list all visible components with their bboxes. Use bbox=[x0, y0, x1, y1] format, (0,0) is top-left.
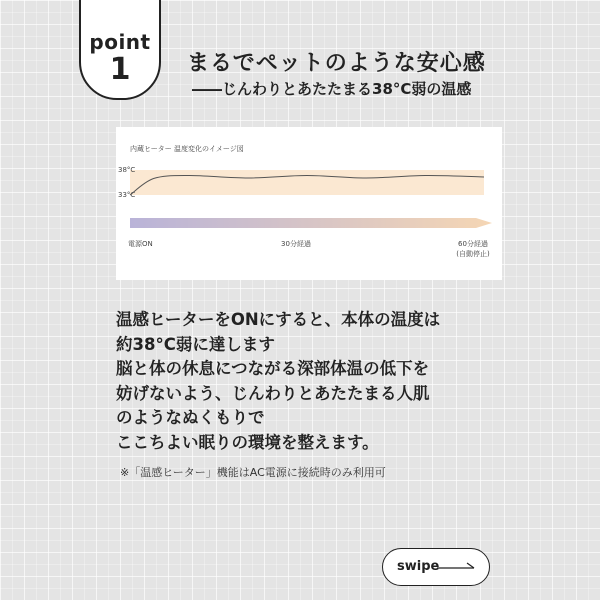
body-line: 脳と体の休息につながる深部体温の低下を bbox=[116, 359, 430, 378]
x-tick-auto-stop: (自動停止) bbox=[456, 250, 490, 258]
point-label: point bbox=[89, 30, 151, 54]
swipe-button[interactable] bbox=[382, 548, 490, 586]
body-line: 温感ヒーターをONにすると、本体の温度は bbox=[116, 310, 441, 329]
body-line: 妨げないよう、じんわりとあたたまる人肌 bbox=[116, 383, 430, 403]
page-subtitle: ――じんわりとあたたまる38°C弱の温感 bbox=[192, 80, 472, 98]
y-tick-33: 33°C bbox=[118, 191, 136, 199]
footnote: ※「温感ヒーター」機能はAC電源に接続時のみ利用可 bbox=[120, 466, 386, 479]
point-number: 1 bbox=[109, 52, 131, 87]
chart-title: 内蔵ヒーター 温度変化のイメージ図 bbox=[130, 145, 244, 153]
body-text bbox=[116, 308, 440, 455]
temperature-band bbox=[130, 170, 484, 195]
body-line: のようなぬくもりで bbox=[116, 408, 265, 427]
body-line: 約38°C弱に達します bbox=[116, 334, 275, 354]
y-tick-38: 38°C bbox=[118, 166, 136, 174]
swipe-label: swipe bbox=[397, 559, 440, 574]
body-line: ここちよい眠りの環境を整えます。 bbox=[116, 432, 379, 452]
time-bar bbox=[130, 218, 492, 228]
page-title: まるでペットのような安心感 bbox=[187, 51, 486, 76]
x-tick-60min: 60分経過 bbox=[458, 240, 488, 248]
temperature-chart bbox=[116, 127, 502, 280]
point-badge bbox=[79, 0, 161, 100]
chart-card bbox=[116, 127, 502, 280]
arrow-right-icon bbox=[437, 561, 477, 573]
x-tick-power-on: 電源ON bbox=[128, 240, 153, 248]
x-tick-30min: 30分経過 bbox=[281, 240, 311, 248]
